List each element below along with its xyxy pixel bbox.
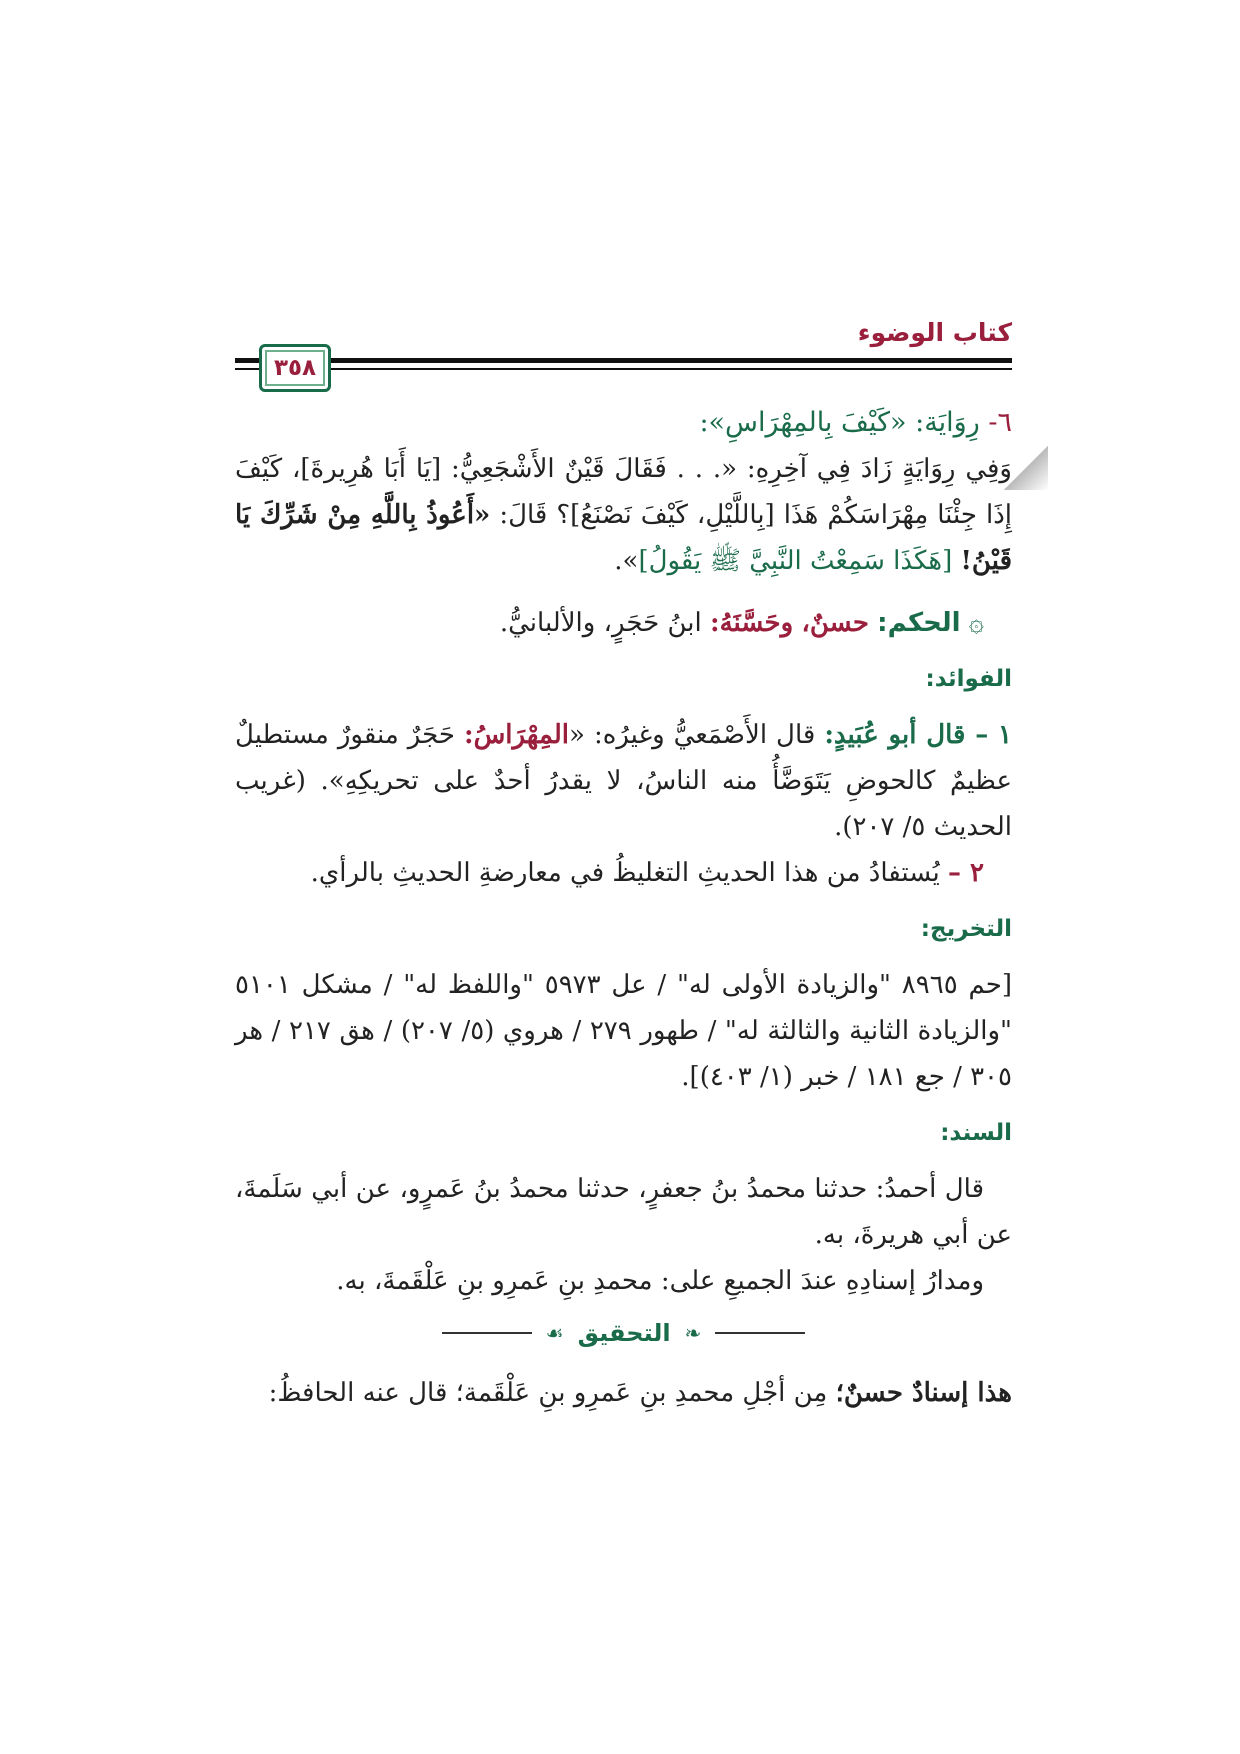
ruling-label: الحكم: — [877, 608, 961, 638]
page-header — [235, 318, 1012, 398]
tahqiq-text — [235, 1370, 1012, 1416]
divider-ornament-icon: ☙ — [545, 1321, 564, 1345]
sanad-paragraph-1: قال أحمدُ: حدثنا محمدُ بنُ جعفرٍ، حدثنا محمدُ بنُ عَمرٍو، عن أبي سَلَمةَ، عن أبي هريرةَ، به. — [235, 1174, 1012, 1250]
page-content — [235, 400, 1012, 1416]
benefit-1-text-b: حَجَرٌ منقورٌ مستطيلٌ عظيمٌ كالحوضِ يَتَوَضَّأُ منه الناسُ، لا يقدرُ أحدٌ على تحريكِهِ». (غريب الحديث ٥/ ٢٠٧). — [235, 720, 1012, 842]
section-number: ٦- — [988, 407, 1012, 438]
divider-line-left — [442, 1332, 532, 1334]
benefit-2-prefix: ٢ – — [947, 858, 984, 888]
corner-ornament-icon — [1004, 446, 1048, 490]
ruling-by-label: وحَسَّنَهُ: — [709, 608, 794, 638]
sanad-paragraph-2: ومدارُ إسنادِهِ عندَ الجميعِ على: محمدِ بنِ عَمرِو بنِ عَلْقَمةَ، به. — [336, 1266, 984, 1296]
benefits-label: الفوائد: — [925, 666, 1012, 692]
narration-bracket-quote: [هَكَذَا سَمِعْتُ النَّبِيَّ ﷺ يَقُولُ] — [638, 546, 953, 576]
header-rule-thin — [235, 368, 1012, 370]
ruling-ornament-icon: ۞ — [968, 608, 984, 638]
benefit-1-prefix: ١ – قال أبو عُبَيدٍ: — [824, 720, 1013, 750]
page-number-badge: ٣٥٨ — [259, 344, 331, 392]
book-title: كتاب الوضوء — [857, 318, 1012, 347]
benefit-item-2 — [235, 850, 1012, 896]
ruling-value: حسنٌ، — [801, 608, 869, 638]
tahqiq-bold-start: هذا إسنادٌ حسنٌ؛ — [835, 1378, 1012, 1408]
narration-intro: وَفِي رِوَايَةٍ زَادَ فِي آخِرِهِ: «. . . فَقَالَ قَيْنٌ الأَشْجَعِيُّ: [يَا أَبَا هُرِيرةَ]، كَيْفَ إِذَا جِئْنَا مِهْرَاسَكُمْ هَذَا [بِاللَّيْلِ، كَيْفَ نَصْنَعُ]؟ قَالَ: — [235, 454, 1012, 530]
sanad-label: السند: — [940, 1120, 1012, 1146]
ruling-line — [235, 600, 1012, 646]
benefit-1-term: المِهْرَاسُ: — [463, 720, 570, 750]
benefit-2-text: يُستفادُ من هذا الحديثِ التغليظُ في معارضةِ الحديثِ بالرأي. — [310, 858, 940, 888]
section-heading — [235, 400, 1012, 446]
tahqiq-title: التحقيق — [577, 1319, 671, 1347]
narration-end: ». — [614, 546, 639, 576]
divider-ornament-icon: ❧ — [684, 1321, 702, 1345]
narration-block — [235, 446, 1012, 584]
takhrij-label: التخريج: — [920, 916, 1012, 942]
benefit-item-1 — [235, 712, 1012, 850]
narration-text — [235, 446, 1012, 584]
section-quote: «كَيْفَ بِالمِهْرَاسِ»: — [699, 407, 907, 438]
tahqiq-body: مِن أجْلِ محمدِ بنِ عَمرِو بنِ عَلْقَمة؛ قال عنه الحافظُ: — [268, 1378, 828, 1408]
takhrij-text: [حم ٨٩٦٥ "والزيادة الأولى له" / عل ٥٩٧٣ "واللفظ له" / مشكل ٥١٠١ "والزيادة الثانية والثالثة له" / طهور ٢٧٩ / هروي (٥/ ٢٠٧) / هق ٢١٧ / هر ٣٠٥ / جع ١٨١ / خبر (١/ ٤٠٣)]. — [235, 970, 1012, 1092]
tahqiq-divider — [235, 1310, 1012, 1356]
narration-bold-quote: «أَعُوذُ بِاللَّهِ مِنْ شَرِّكَ يَا قَيْنُ! — [235, 500, 1012, 576]
header-rule-thick — [235, 358, 1012, 363]
section-label: رِوَايَة: — [915, 407, 980, 438]
ruling-by: ابنُ حَجَرٍ، والألبانيُّ. — [499, 608, 702, 638]
divider-line-right — [715, 1332, 805, 1334]
benefit-1-text-a: قال الأَصْمَعيُّ وغيرُه: « — [569, 720, 816, 750]
